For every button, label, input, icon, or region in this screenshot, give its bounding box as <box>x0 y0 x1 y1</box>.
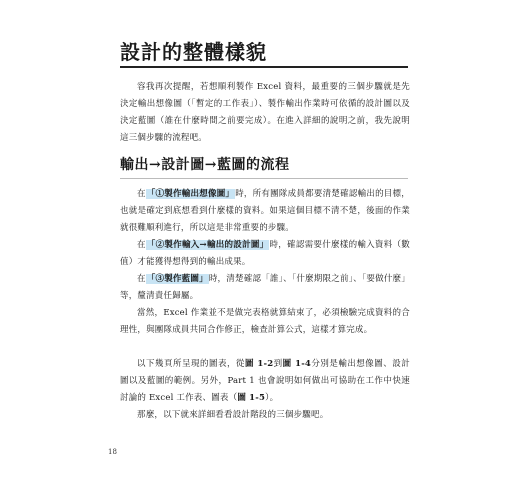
figures-paragraph <box>120 356 410 407</box>
figures-connector-2: 分別是輸出想像圖、設計圖以及藍圖的範例。另外，Part 1 也會說明如何做出可協助在工作中快速討論的 Excel 工作表、圖表（ <box>120 359 410 403</box>
step3-paragraph <box>120 271 410 305</box>
figures-tail: ）。 <box>265 393 279 403</box>
step1-highlight: 「①製作輸出想像圖」 <box>146 189 235 199</box>
chapter-title: 設計的整體樣貌 <box>120 40 267 64</box>
step2-body: 時，確認需要什麼樣的輸入資料（數值）才能獲得想得到的輸出成果。 <box>120 240 410 267</box>
step3-highlight: 「③製作藍圖」 <box>146 274 208 284</box>
section-heading: 輸出→設計圖→藍圖的流程 <box>120 157 290 173</box>
figure-ref-1-4: 圖 1-4 <box>282 359 312 369</box>
step1-lead: 在 <box>137 189 146 199</box>
figures-connector-1: 到 <box>273 359 283 369</box>
figure-ref-1-2: 圖 1-2 <box>244 359 274 369</box>
step2-highlight: 「②製作輸入→輸出的設計圖」 <box>146 240 269 250</box>
step3-lead: 在 <box>137 274 146 284</box>
section-heading-rule <box>120 178 408 179</box>
note-paragraph: 當然，Excel 作業並不是做完表格就算結束了，必須檢驗完成資料的合理性，與團隊成員共同合作修正，檢查計算公式，這樣才算完成。 <box>120 308 410 335</box>
step2-paragraph <box>120 237 410 271</box>
title-underline <box>120 66 408 68</box>
page-number: 18 <box>108 448 117 456</box>
closing-paragraph: 那麼，以下就來詳細看看設計階段的三個步驟吧。 <box>137 410 329 420</box>
step3-body: 時，清楚確認「誰」、「什麼期限之前」、「要做什麼」等，釐清責任歸屬。 <box>120 274 410 301</box>
step1-paragraph <box>120 186 410 237</box>
figure-ref-1-5: 圖 1-5 <box>237 393 266 403</box>
step1-body: 時，所有團隊成員都要清楚確認輸出的目標，也就是確定到底想看到什麼樣的資料。如果這個目標不清不楚，後面的作業就很難順利進行，所以這是非常重要的步驟。 <box>120 189 410 233</box>
intro-paragraph: 容我再次提醒，若想順利製作 Excel 資料，最重要的三個步驟就是先決定輸出想像圖（「暫定的工作表」）、製作輸出作業時可依循的設計圖以及決定藍圖（誰在什麼時間之前要完成）。在進入詳細的說明之前，我先說明這三個步驟的流程吧。 <box>120 82 410 143</box>
figures-lead: 以下幾頁所呈現的圖表，從 <box>137 359 245 369</box>
step2-lead: 在 <box>137 240 146 250</box>
